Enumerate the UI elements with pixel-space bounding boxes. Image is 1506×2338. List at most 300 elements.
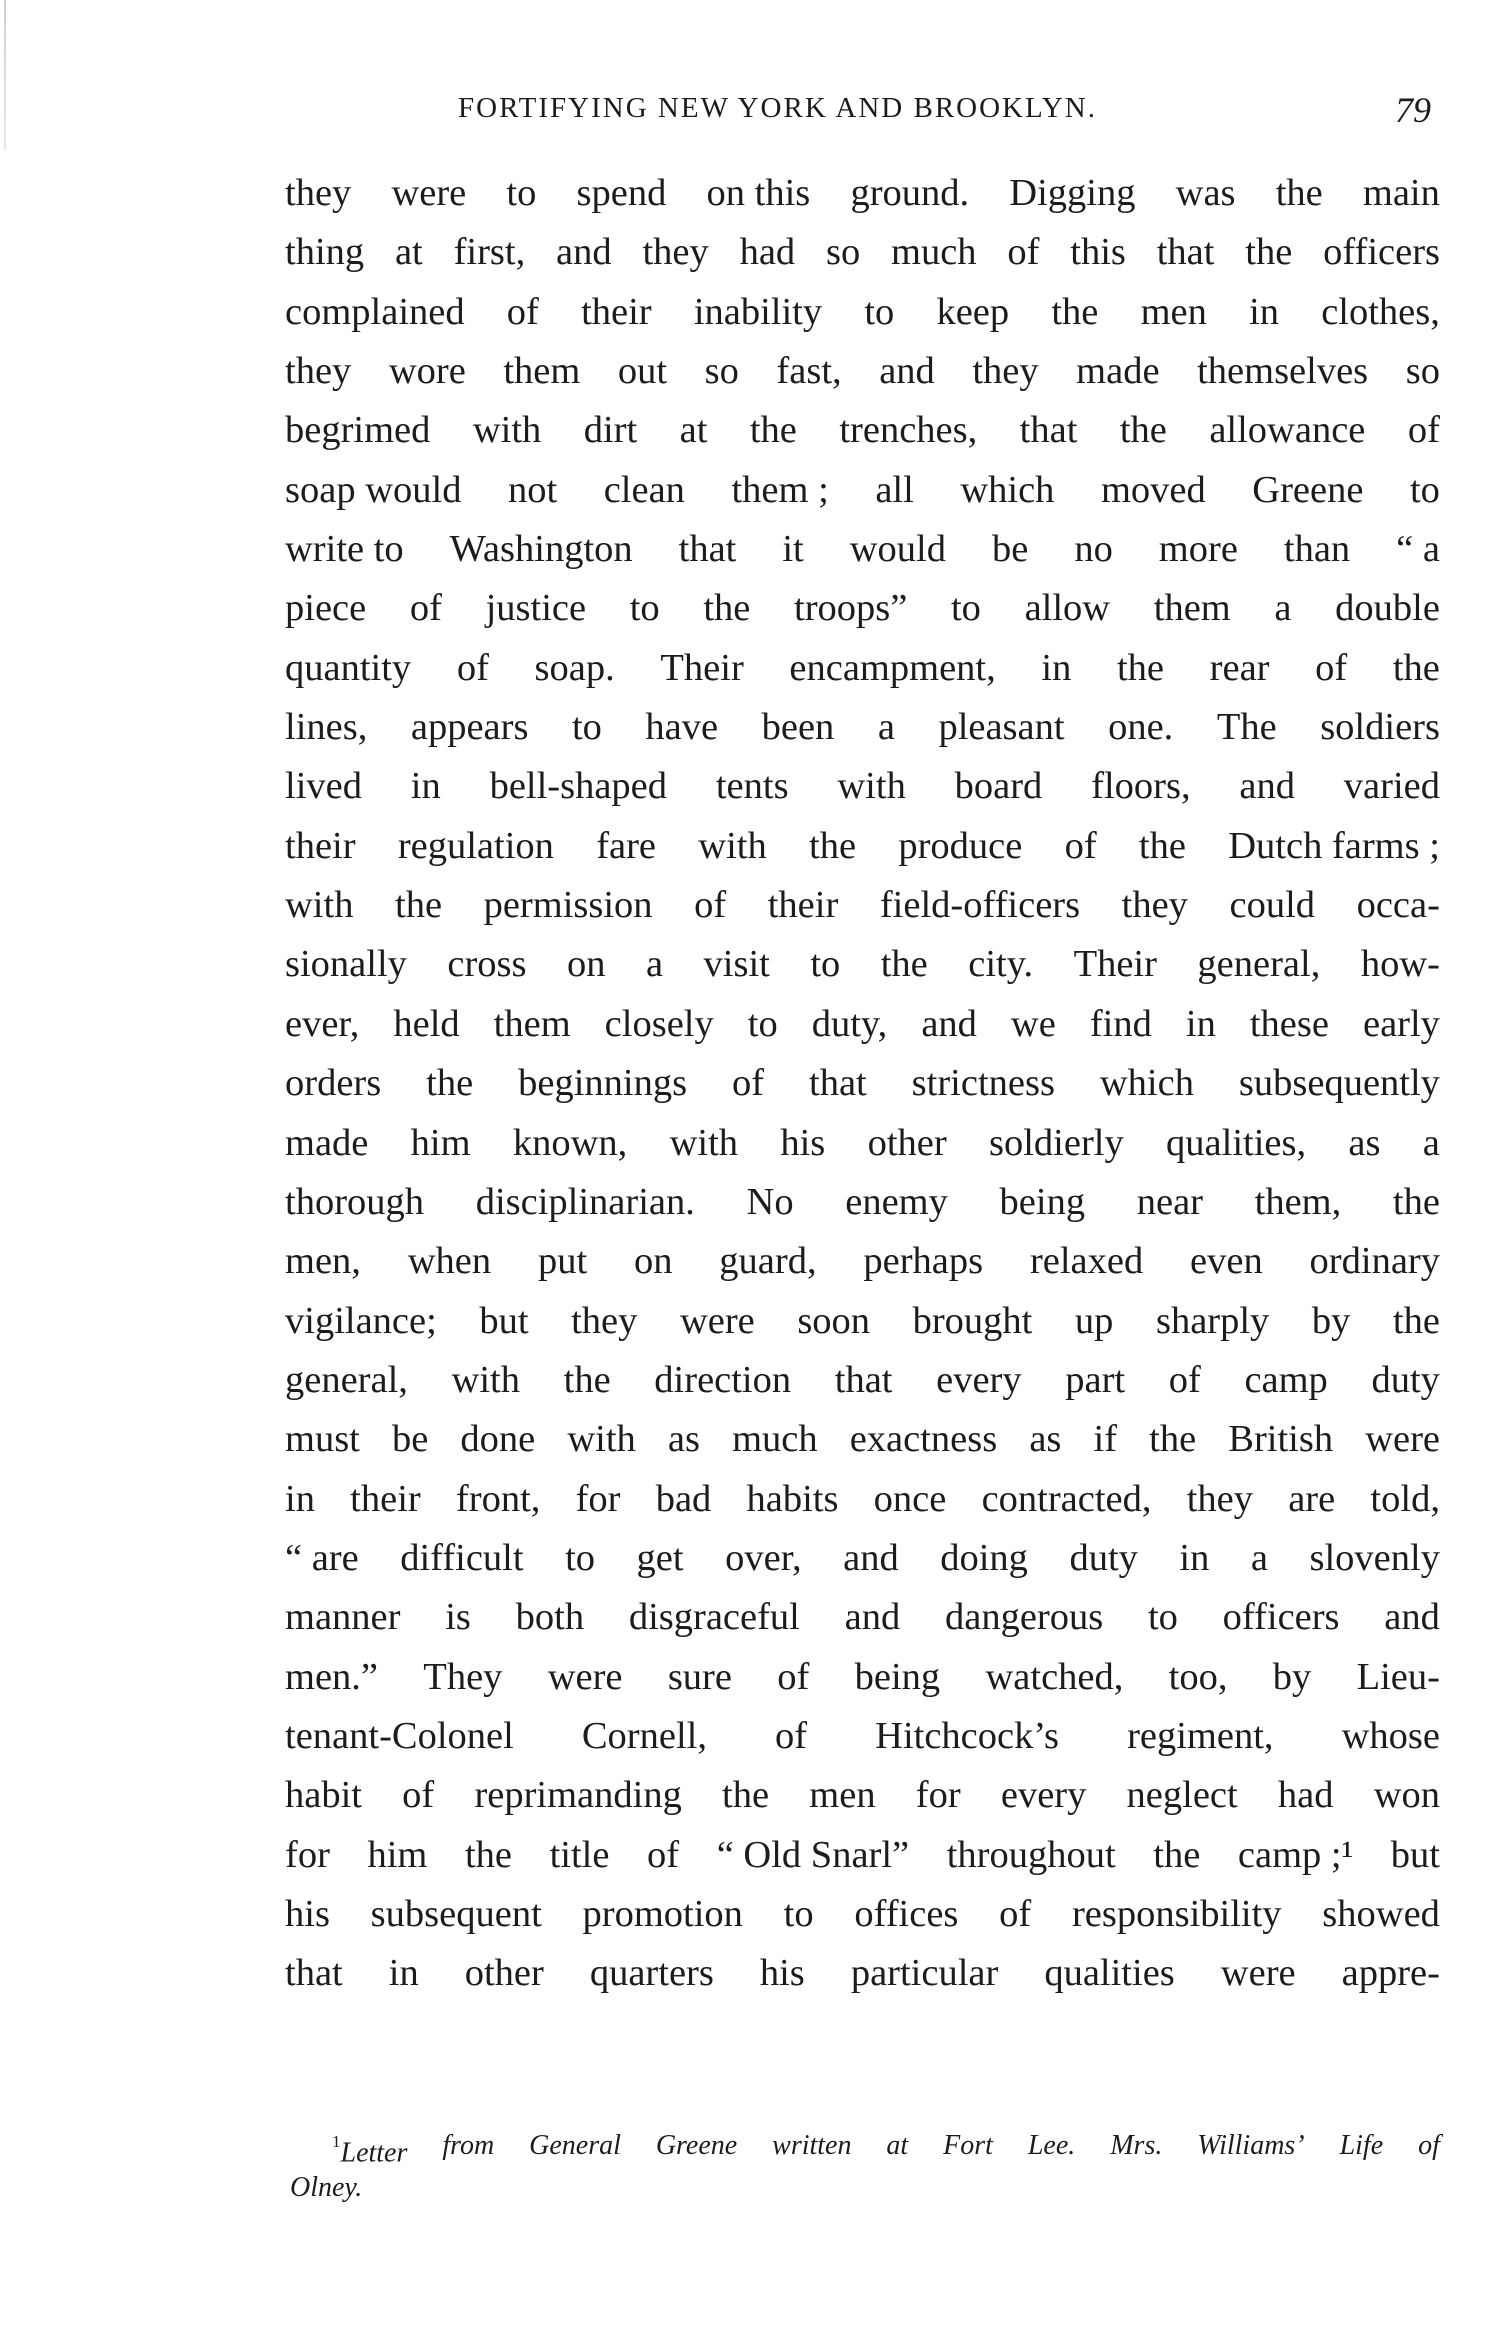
word: general,: [285, 1358, 408, 1401]
word: throughout: [946, 1833, 1116, 1876]
word: Greene: [1252, 468, 1364, 511]
word: this: [1070, 231, 1126, 274]
word: and: [879, 350, 935, 393]
word: the: [749, 409, 797, 452]
word: up: [1074, 1299, 1114, 1342]
word: difficult: [400, 1536, 524, 1579]
word: their: [581, 290, 652, 333]
word: early: [1362, 1002, 1440, 1045]
word: for: [575, 1477, 621, 1520]
word: him: [410, 1121, 471, 1164]
word: at: [394, 231, 423, 274]
word: of: [1064, 824, 1097, 867]
word: wore: [388, 350, 466, 393]
word: soap would: [285, 468, 462, 511]
word: of: [456, 646, 489, 689]
word: if: [1093, 1418, 1118, 1461]
word: for: [915, 1774, 961, 1817]
word: allow: [1024, 587, 1111, 630]
word: the: [1392, 1180, 1440, 1223]
word: as: [1348, 1121, 1381, 1164]
footnote-marker: 1: [332, 2132, 341, 2151]
word: the: [703, 587, 751, 630]
word: of: [732, 1062, 765, 1105]
word: of: [402, 1774, 435, 1817]
word: moved: [1100, 468, 1206, 511]
word: of: [777, 1655, 810, 1698]
word: responsibility: [1071, 1892, 1282, 1935]
word: is: [445, 1596, 471, 1639]
word: in: [1185, 1002, 1216, 1045]
word: they: [972, 350, 1039, 393]
word: appears: [410, 706, 529, 749]
word: allowance: [1209, 409, 1366, 452]
footnote-line: [290, 2125, 1440, 2167]
word: enemy: [845, 1180, 948, 1223]
word: beginnings: [518, 1062, 688, 1105]
word: they: [571, 1299, 638, 1342]
word: both: [515, 1596, 585, 1639]
word: they: [1186, 1477, 1254, 1520]
word: were: [1365, 1418, 1440, 1461]
word: them: [493, 1002, 571, 1045]
word: the: [1245, 231, 1293, 274]
word: Their: [660, 646, 744, 689]
word: men: [809, 1774, 876, 1817]
text-line: [285, 1707, 1440, 1766]
word: in: [388, 1952, 419, 1995]
word: to: [783, 1892, 814, 1935]
word: soldiers: [1320, 706, 1440, 749]
word: of: [775, 1714, 808, 1757]
word: too,: [1168, 1655, 1228, 1698]
word: known,: [512, 1121, 628, 1164]
word: whose: [1341, 1714, 1440, 1757]
word: clean: [603, 468, 685, 511]
word: they: [642, 231, 709, 274]
word: find: [1089, 1002, 1152, 1045]
word: sharply: [1155, 1299, 1270, 1342]
word: to: [1409, 468, 1440, 511]
word: once: [873, 1477, 947, 1520]
word: slovenly: [1309, 1536, 1440, 1579]
text-line: [285, 698, 1440, 757]
word: in: [285, 1477, 315, 1520]
word: could: [1229, 884, 1316, 927]
word: of: [1315, 646, 1348, 689]
footnote-word: Letter: [340, 2137, 408, 2169]
text-line: [285, 1054, 1440, 1113]
word: much: [891, 231, 977, 274]
word: much: [732, 1418, 818, 1461]
word: his: [759, 1952, 805, 1995]
word: cross: [447, 943, 527, 986]
word: bad: [655, 1477, 712, 1520]
word: a: [1250, 1536, 1268, 1579]
word: to: [629, 587, 660, 630]
body-text: [285, 164, 1440, 2004]
word: on: [633, 1240, 673, 1283]
footnote-word: Lee.: [1027, 2130, 1076, 2161]
word: more: [1158, 528, 1238, 571]
word: “ Old Snarl”: [716, 1833, 910, 1876]
word: camp ;¹: [1237, 1833, 1354, 1876]
word: occa-: [1356, 884, 1440, 927]
word: sionally: [285, 943, 407, 986]
word: with: [285, 884, 354, 927]
word: brought: [912, 1299, 1033, 1342]
word: for: [285, 1833, 330, 1876]
word: by: [1272, 1655, 1312, 1698]
word: and: [1239, 765, 1295, 808]
text-line: [285, 1648, 1440, 1707]
word: a: [645, 943, 664, 986]
footnote-word: from: [442, 2130, 495, 2161]
word: even: [1190, 1240, 1263, 1283]
text-line: [285, 1114, 1440, 1173]
word: the: [880, 943, 928, 986]
text-line: [285, 1944, 1440, 2003]
word: permission: [483, 884, 653, 927]
word: of: [647, 1833, 680, 1876]
word: title: [549, 1833, 610, 1876]
word: officers: [1222, 1596, 1340, 1639]
word: that: [1156, 231, 1215, 274]
word: qualities: [1044, 1952, 1175, 1995]
word: them: [503, 350, 581, 393]
word: made: [1076, 350, 1160, 393]
word: to: [506, 172, 537, 214]
text-line: [285, 164, 1440, 223]
word: be: [991, 528, 1029, 571]
word: their: [350, 1477, 421, 1520]
footnote-word: Mrs.: [1110, 2130, 1163, 2161]
word: held: [393, 1002, 460, 1045]
word: reprimanding: [474, 1774, 682, 1817]
word: subsequent: [370, 1892, 542, 1935]
text-line: [285, 342, 1440, 401]
footnote-word: Olney.: [290, 2172, 363, 2203]
word: of: [506, 290, 539, 333]
word: them: [1153, 587, 1231, 630]
word: Digging: [1009, 172, 1136, 214]
word: Cornell,: [581, 1714, 707, 1757]
word: that: [285, 1952, 343, 1995]
text-line: [285, 995, 1440, 1054]
word: they: [1121, 884, 1188, 927]
word: his: [285, 1892, 330, 1935]
text-line: [285, 935, 1440, 994]
word: ever,: [285, 1002, 360, 1045]
word: watched,: [985, 1655, 1124, 1698]
word: soon: [797, 1299, 871, 1342]
word: habit: [285, 1774, 362, 1817]
word: bell-shaped: [489, 765, 668, 808]
word: main: [1362, 172, 1440, 214]
running-head: [290, 83, 1445, 133]
word: lived: [285, 765, 362, 808]
word: doing: [940, 1536, 1028, 1579]
word: write to: [285, 528, 404, 571]
text-line: [285, 401, 1440, 460]
word: visit: [703, 943, 770, 986]
text-line: [285, 1173, 1440, 1232]
word: camp: [1244, 1358, 1328, 1401]
word: of: [694, 884, 727, 927]
word: fare: [596, 824, 657, 867]
text-line: [285, 461, 1440, 520]
word: with: [451, 1358, 520, 1401]
word: They: [423, 1655, 503, 1698]
text-line: [285, 579, 1440, 638]
word: and: [921, 1002, 977, 1045]
word: are: [1288, 1477, 1336, 1520]
word: of: [1007, 231, 1040, 274]
word: be: [391, 1418, 429, 1461]
word: Washington: [449, 528, 633, 571]
word: were: [547, 1655, 623, 1698]
word: and: [1384, 1596, 1440, 1639]
word: out: [617, 350, 668, 393]
word: had: [739, 231, 796, 274]
word: and: [556, 231, 612, 274]
text-line: [285, 639, 1440, 698]
word: had: [1277, 1774, 1334, 1817]
word: direction: [654, 1358, 792, 1401]
word: of: [1407, 409, 1440, 452]
text-line: [285, 1885, 1440, 1944]
word: were: [1220, 1952, 1296, 1995]
word: contracted,: [981, 1477, 1152, 1520]
word: his: [780, 1121, 826, 1164]
footnote-word: Williams’: [1197, 2130, 1305, 2161]
word: neglect: [1126, 1774, 1238, 1817]
word: produce: [898, 824, 1023, 867]
word: the: [1149, 1418, 1197, 1461]
word: a: [1422, 1121, 1440, 1164]
word: the: [1392, 646, 1440, 689]
word: spend: [576, 172, 667, 214]
word: trenches,: [839, 409, 978, 452]
word: were: [391, 172, 467, 214]
word: with: [669, 1121, 739, 1164]
word: the: [1051, 290, 1099, 333]
word: put: [537, 1240, 588, 1283]
word: so: [825, 231, 861, 274]
word: other: [867, 1121, 947, 1164]
word: in: [1041, 646, 1072, 689]
footnote-word: at: [886, 2130, 909, 2161]
word: that: [1019, 409, 1078, 452]
word: it: [782, 528, 804, 571]
text-line: [285, 1232, 1440, 1291]
word: Dutch farms ;: [1228, 824, 1440, 867]
word: their: [767, 884, 839, 927]
word: which: [1099, 1062, 1194, 1105]
word: rear: [1209, 646, 1270, 689]
word: that: [678, 528, 737, 571]
word: than: [1283, 528, 1351, 571]
word: thorough: [285, 1180, 425, 1223]
word: tents: [715, 765, 789, 808]
text-line: [285, 1826, 1440, 1885]
word: the: [722, 1774, 770, 1817]
text-line: [285, 283, 1440, 342]
word: to: [950, 587, 981, 630]
word: must: [285, 1418, 360, 1461]
word: the: [1116, 646, 1165, 689]
text-line: [285, 876, 1440, 935]
word: every: [936, 1358, 1022, 1401]
word: with: [698, 824, 767, 867]
word: guard,: [719, 1240, 817, 1283]
word: men: [1140, 290, 1207, 333]
word: piece: [285, 587, 367, 630]
word: they: [285, 172, 352, 214]
word: was: [1175, 172, 1236, 214]
word: front,: [455, 1477, 541, 1520]
word: of: [1168, 1358, 1201, 1401]
word: done: [460, 1418, 536, 1461]
footnote-word: of: [1418, 2130, 1440, 2161]
word: keep: [936, 290, 1010, 333]
word: with: [567, 1418, 636, 1461]
footnote-lead: [332, 2125, 407, 2167]
footnote-word: Fort: [943, 2130, 993, 2161]
word: to: [864, 290, 895, 333]
word: of: [409, 587, 442, 630]
word: clothes,: [1321, 290, 1440, 333]
word: to: [747, 1002, 778, 1045]
word: closely: [604, 1002, 714, 1045]
word: justice: [485, 587, 587, 630]
word: sure: [667, 1655, 732, 1698]
word: appre-: [1341, 1952, 1440, 1995]
word: manner: [285, 1596, 401, 1639]
word: over,: [725, 1536, 802, 1579]
running-title: FORTIFYING NEW YORK AND BROOKLYN.: [458, 92, 1097, 124]
word: been: [761, 706, 835, 749]
word: general,: [1197, 943, 1321, 986]
word: Their: [1073, 943, 1157, 986]
word: in: [1249, 290, 1280, 333]
word: them ;: [731, 468, 829, 511]
word: relaxed: [1029, 1240, 1144, 1283]
word: men,: [285, 1240, 361, 1283]
word: but: [479, 1299, 529, 1342]
word: disciplinarian.: [475, 1180, 695, 1223]
word: no: [1074, 528, 1113, 571]
word: strictness: [911, 1062, 1055, 1105]
word: complained: [285, 290, 465, 333]
text-line: [285, 520, 1440, 579]
text-line: [285, 1529, 1440, 1588]
text-line: [285, 1766, 1440, 1825]
word: made: [285, 1121, 369, 1164]
word: would: [849, 528, 946, 571]
word: the: [563, 1358, 611, 1401]
word: that: [834, 1358, 893, 1401]
word: part: [1065, 1358, 1126, 1401]
text-line: [285, 817, 1440, 876]
text-line: [285, 1292, 1440, 1351]
word: “ are: [285, 1536, 359, 1579]
word: offices: [854, 1892, 959, 1935]
word: of: [999, 1892, 1032, 1935]
word: the: [1275, 172, 1323, 214]
word: troops”: [794, 587, 908, 630]
word: promotion: [582, 1892, 743, 1935]
word: subsequently: [1238, 1062, 1440, 1105]
word: inability: [693, 290, 823, 333]
word: showed: [1322, 1892, 1440, 1935]
word: floors,: [1091, 765, 1191, 808]
word: duty: [1371, 1358, 1440, 1401]
word: get: [636, 1536, 684, 1579]
word: the: [1138, 824, 1186, 867]
footnote: [290, 2125, 1440, 2209]
word: but: [1390, 1833, 1440, 1876]
word: being: [999, 1180, 1086, 1223]
word: the: [1153, 1833, 1201, 1876]
word: near: [1136, 1180, 1203, 1223]
page-edge-mark: [4, 0, 6, 150]
word: lines,: [285, 706, 368, 749]
word: to: [565, 1536, 596, 1579]
word: ground.: [850, 172, 970, 214]
word: by: [1311, 1299, 1351, 1342]
word: every: [1000, 1774, 1087, 1817]
word: that: [809, 1062, 867, 1105]
word: which: [960, 468, 1055, 511]
word: their: [285, 824, 356, 867]
word: told,: [1370, 1477, 1440, 1520]
word: orders: [285, 1062, 382, 1105]
word: were: [679, 1299, 755, 1342]
word: Hitchcock’s: [875, 1714, 1060, 1757]
word: qualities,: [1166, 1121, 1307, 1164]
word: perhaps: [863, 1240, 984, 1283]
word: field-officers: [879, 884, 1081, 927]
word: him: [367, 1833, 428, 1876]
word: quarters: [589, 1952, 714, 1995]
word: other: [464, 1952, 544, 1995]
word: in: [1179, 1536, 1210, 1579]
text-line: [285, 1410, 1440, 1469]
footnote-line: [290, 2167, 1440, 2209]
word: soap.: [534, 646, 615, 689]
word: so: [1405, 350, 1440, 393]
word: the: [464, 1833, 513, 1876]
word: at: [679, 409, 708, 452]
word: The: [1216, 706, 1277, 749]
text-line: [285, 1588, 1440, 1647]
word: begrimed: [285, 409, 431, 452]
word: a: [1274, 587, 1292, 630]
text-line: [285, 223, 1440, 282]
word: men.”: [285, 1655, 378, 1698]
word: ordinary: [1309, 1240, 1440, 1283]
word: and: [844, 1596, 901, 1639]
word: on this: [706, 172, 811, 214]
page-number: 79: [1395, 90, 1431, 130]
word: regulation: [397, 824, 554, 867]
word: Lieu-: [1356, 1655, 1440, 1698]
word: with: [472, 409, 542, 452]
word: they: [285, 350, 352, 393]
word: all: [875, 468, 914, 511]
word: tenant-Colonel: [285, 1714, 514, 1757]
